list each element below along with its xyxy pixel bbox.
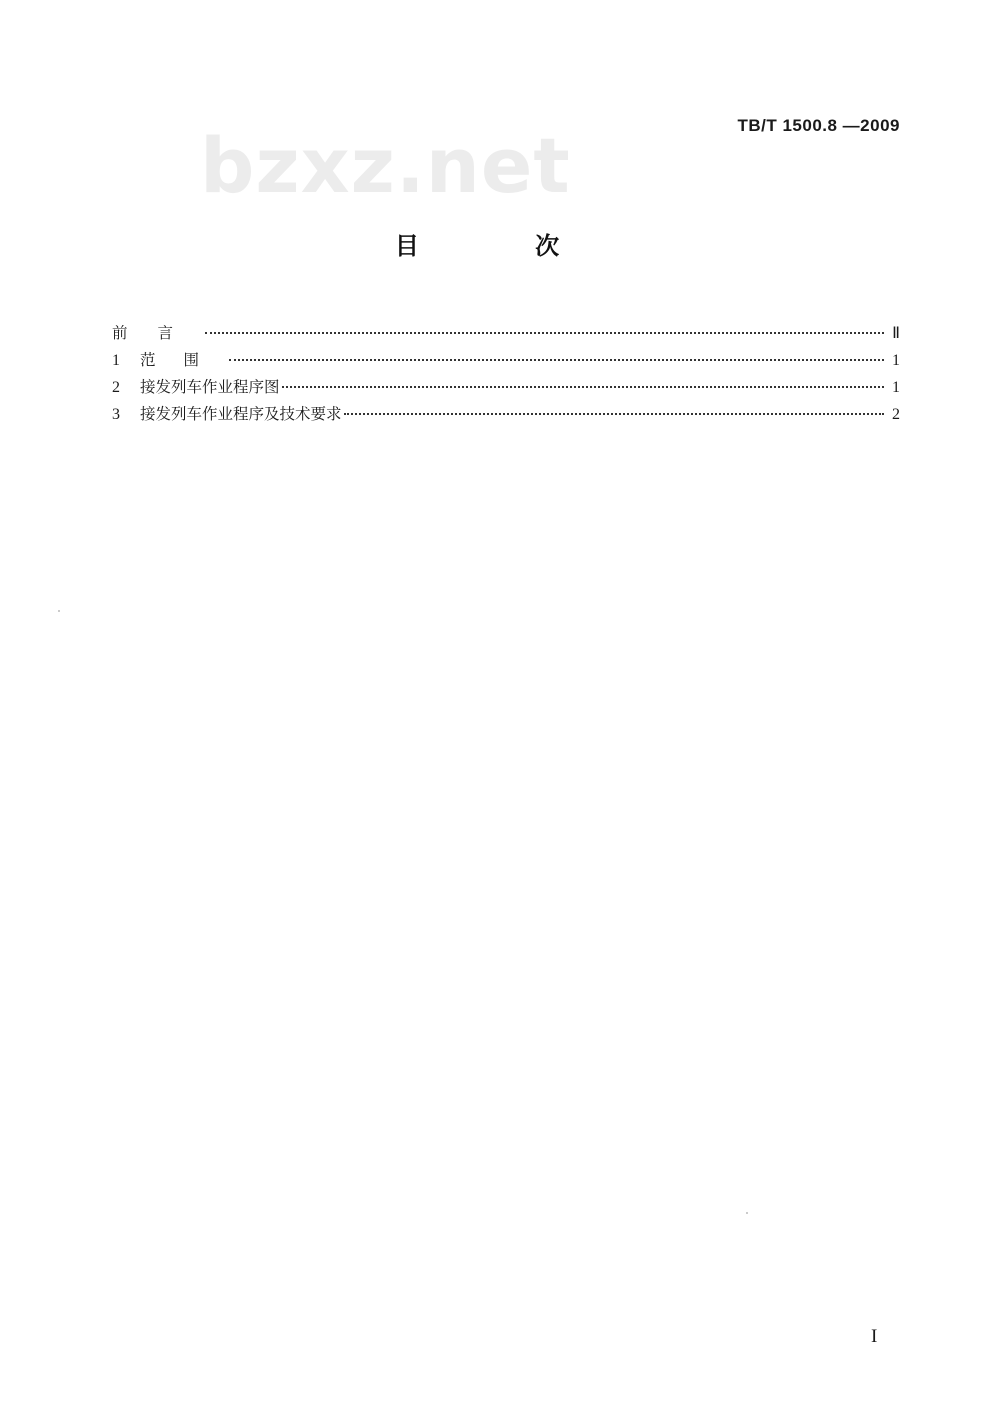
toc-entry-label: 接发列车作业程序图 [140, 378, 280, 396]
scan-speck [58, 610, 60, 612]
toc-title: 目 次 [394, 232, 614, 260]
toc-entry-procedure-requirements[interactable] [112, 402, 900, 429]
toc-entry-scope[interactable] [112, 348, 900, 375]
toc-leader-dots [229, 359, 884, 361]
toc-entry-number: 2 [112, 379, 120, 396]
watermark-logo: bzxz.net [200, 121, 571, 210]
toc-entry-procedure-chart[interactable] [112, 375, 900, 402]
toc-leader-dots [344, 413, 884, 415]
toc-entry-page: 2 [892, 406, 900, 423]
toc-entry-page: 1 [892, 379, 900, 396]
toc-entry-label: 前言 [112, 324, 204, 342]
toc-entry-page: 1 [892, 352, 900, 369]
toc-entry-page: Ⅱ [892, 325, 900, 342]
toc-entry-preface[interactable] [112, 321, 900, 348]
standard-code: TB/T 1500.8 —2009 [737, 116, 900, 135]
toc-entry-label: 范围 [140, 351, 228, 369]
toc-entry-label: 接发列车作业程序及技术要求 [140, 405, 342, 423]
toc-entry-number: 3 [112, 406, 120, 423]
toc-leader-dots [282, 386, 884, 388]
page-number: I [871, 1326, 878, 1347]
toc-leader-dots [205, 332, 884, 334]
scan-speck [746, 1212, 748, 1214]
table-of-contents [112, 321, 900, 429]
toc-entry-number: 1 [112, 352, 120, 369]
